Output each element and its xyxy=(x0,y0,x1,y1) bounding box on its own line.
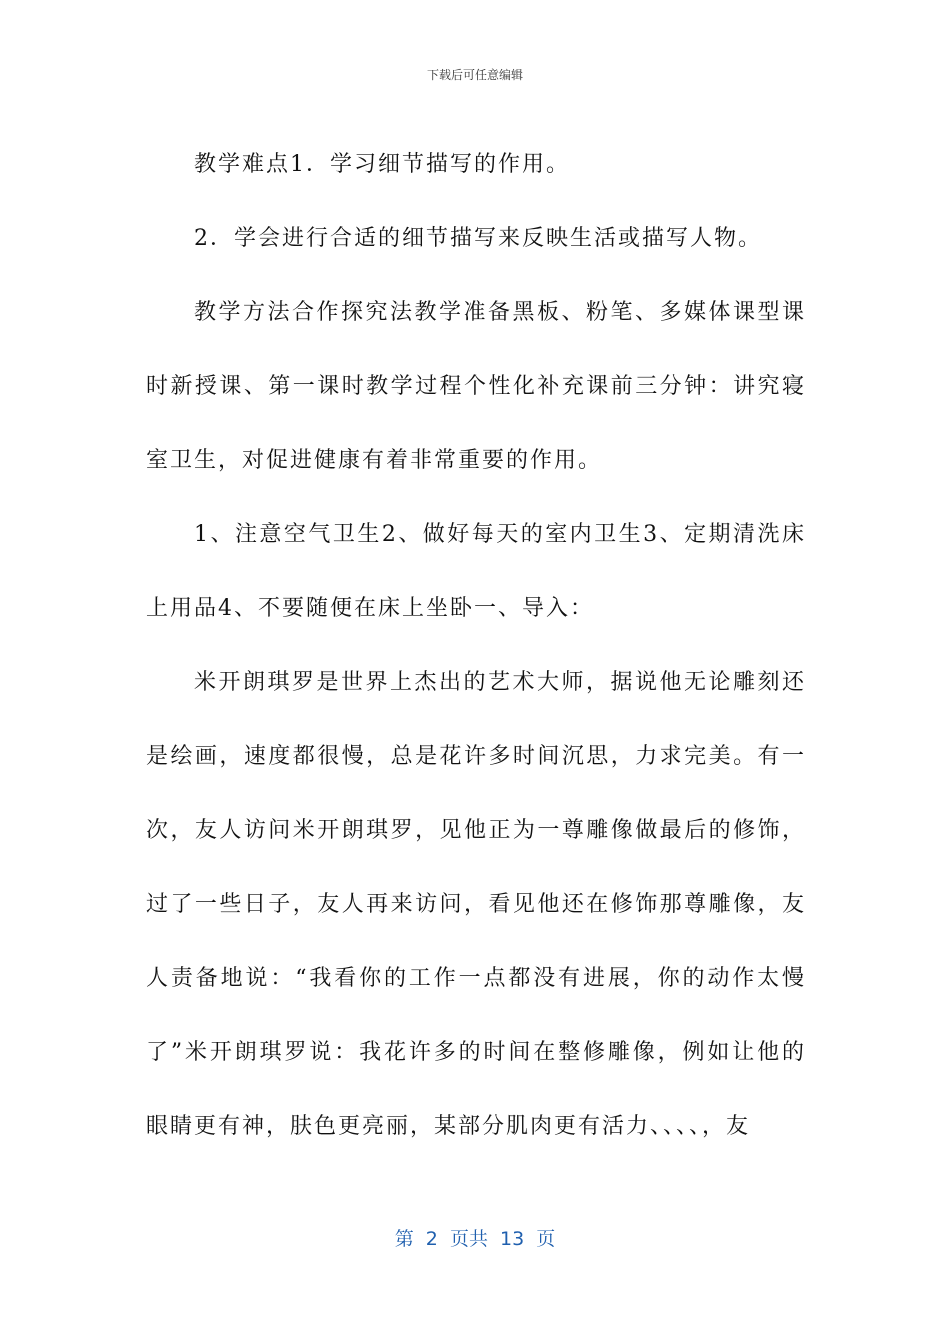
footer-prefix: 第 xyxy=(394,1228,414,1250)
footer-current-page: 2 xyxy=(425,1228,438,1250)
page-header: 下载后可任意编辑 xyxy=(426,68,523,82)
paragraph-hygiene-list: 1、注意空气卫生2、做好每天的室内卫生3、定期清洗床上用品4、不要随便在床上坐卧一、导入： xyxy=(146,522,806,621)
document-body xyxy=(146,128,806,1164)
page-footer xyxy=(0,1224,950,1251)
paragraph-teaching-method: 教学方法合作探究法教学准备黑板、粉笔、多媒体课型课时新授课、第一课时教学过程个性化补充课前三分钟：讲究寝室卫生，对促进健康有着非常重要的作用。 xyxy=(146,300,806,473)
footer-suffix: 页 xyxy=(536,1228,556,1250)
footer-total-pages: 13 xyxy=(500,1228,525,1250)
paragraph-difficulty-two: 2．学会进行合适的细节描写来反映生活或描写人物。 xyxy=(194,226,762,251)
footer-middle: 页共 xyxy=(449,1228,488,1250)
paragraph-michelangelo-story: 米开朗琪罗是世界上杰出的艺术大师，据说他无论雕刻还是绘画，速度都很慢，总是花许多时间沉思，力求完美。有一次，友人访问米开朗琪罗，见他正为一尊雕像做最后的修饰，过了一些日子，友人再来访问，看见他还在修饰那尊雕像，友人责备地说：“我看你的工作一点都没有进展，你的动作太慢了”米开朗琪罗说：我花许多的时间在整修雕像，例如让他的眼睛更有神，肤色更亮丽，某部分肌肉更有活力、、、、，友 xyxy=(146,670,806,1139)
paragraph-teaching-difficulty: 教学难点1．学习细节描写的作用。 xyxy=(194,152,570,177)
